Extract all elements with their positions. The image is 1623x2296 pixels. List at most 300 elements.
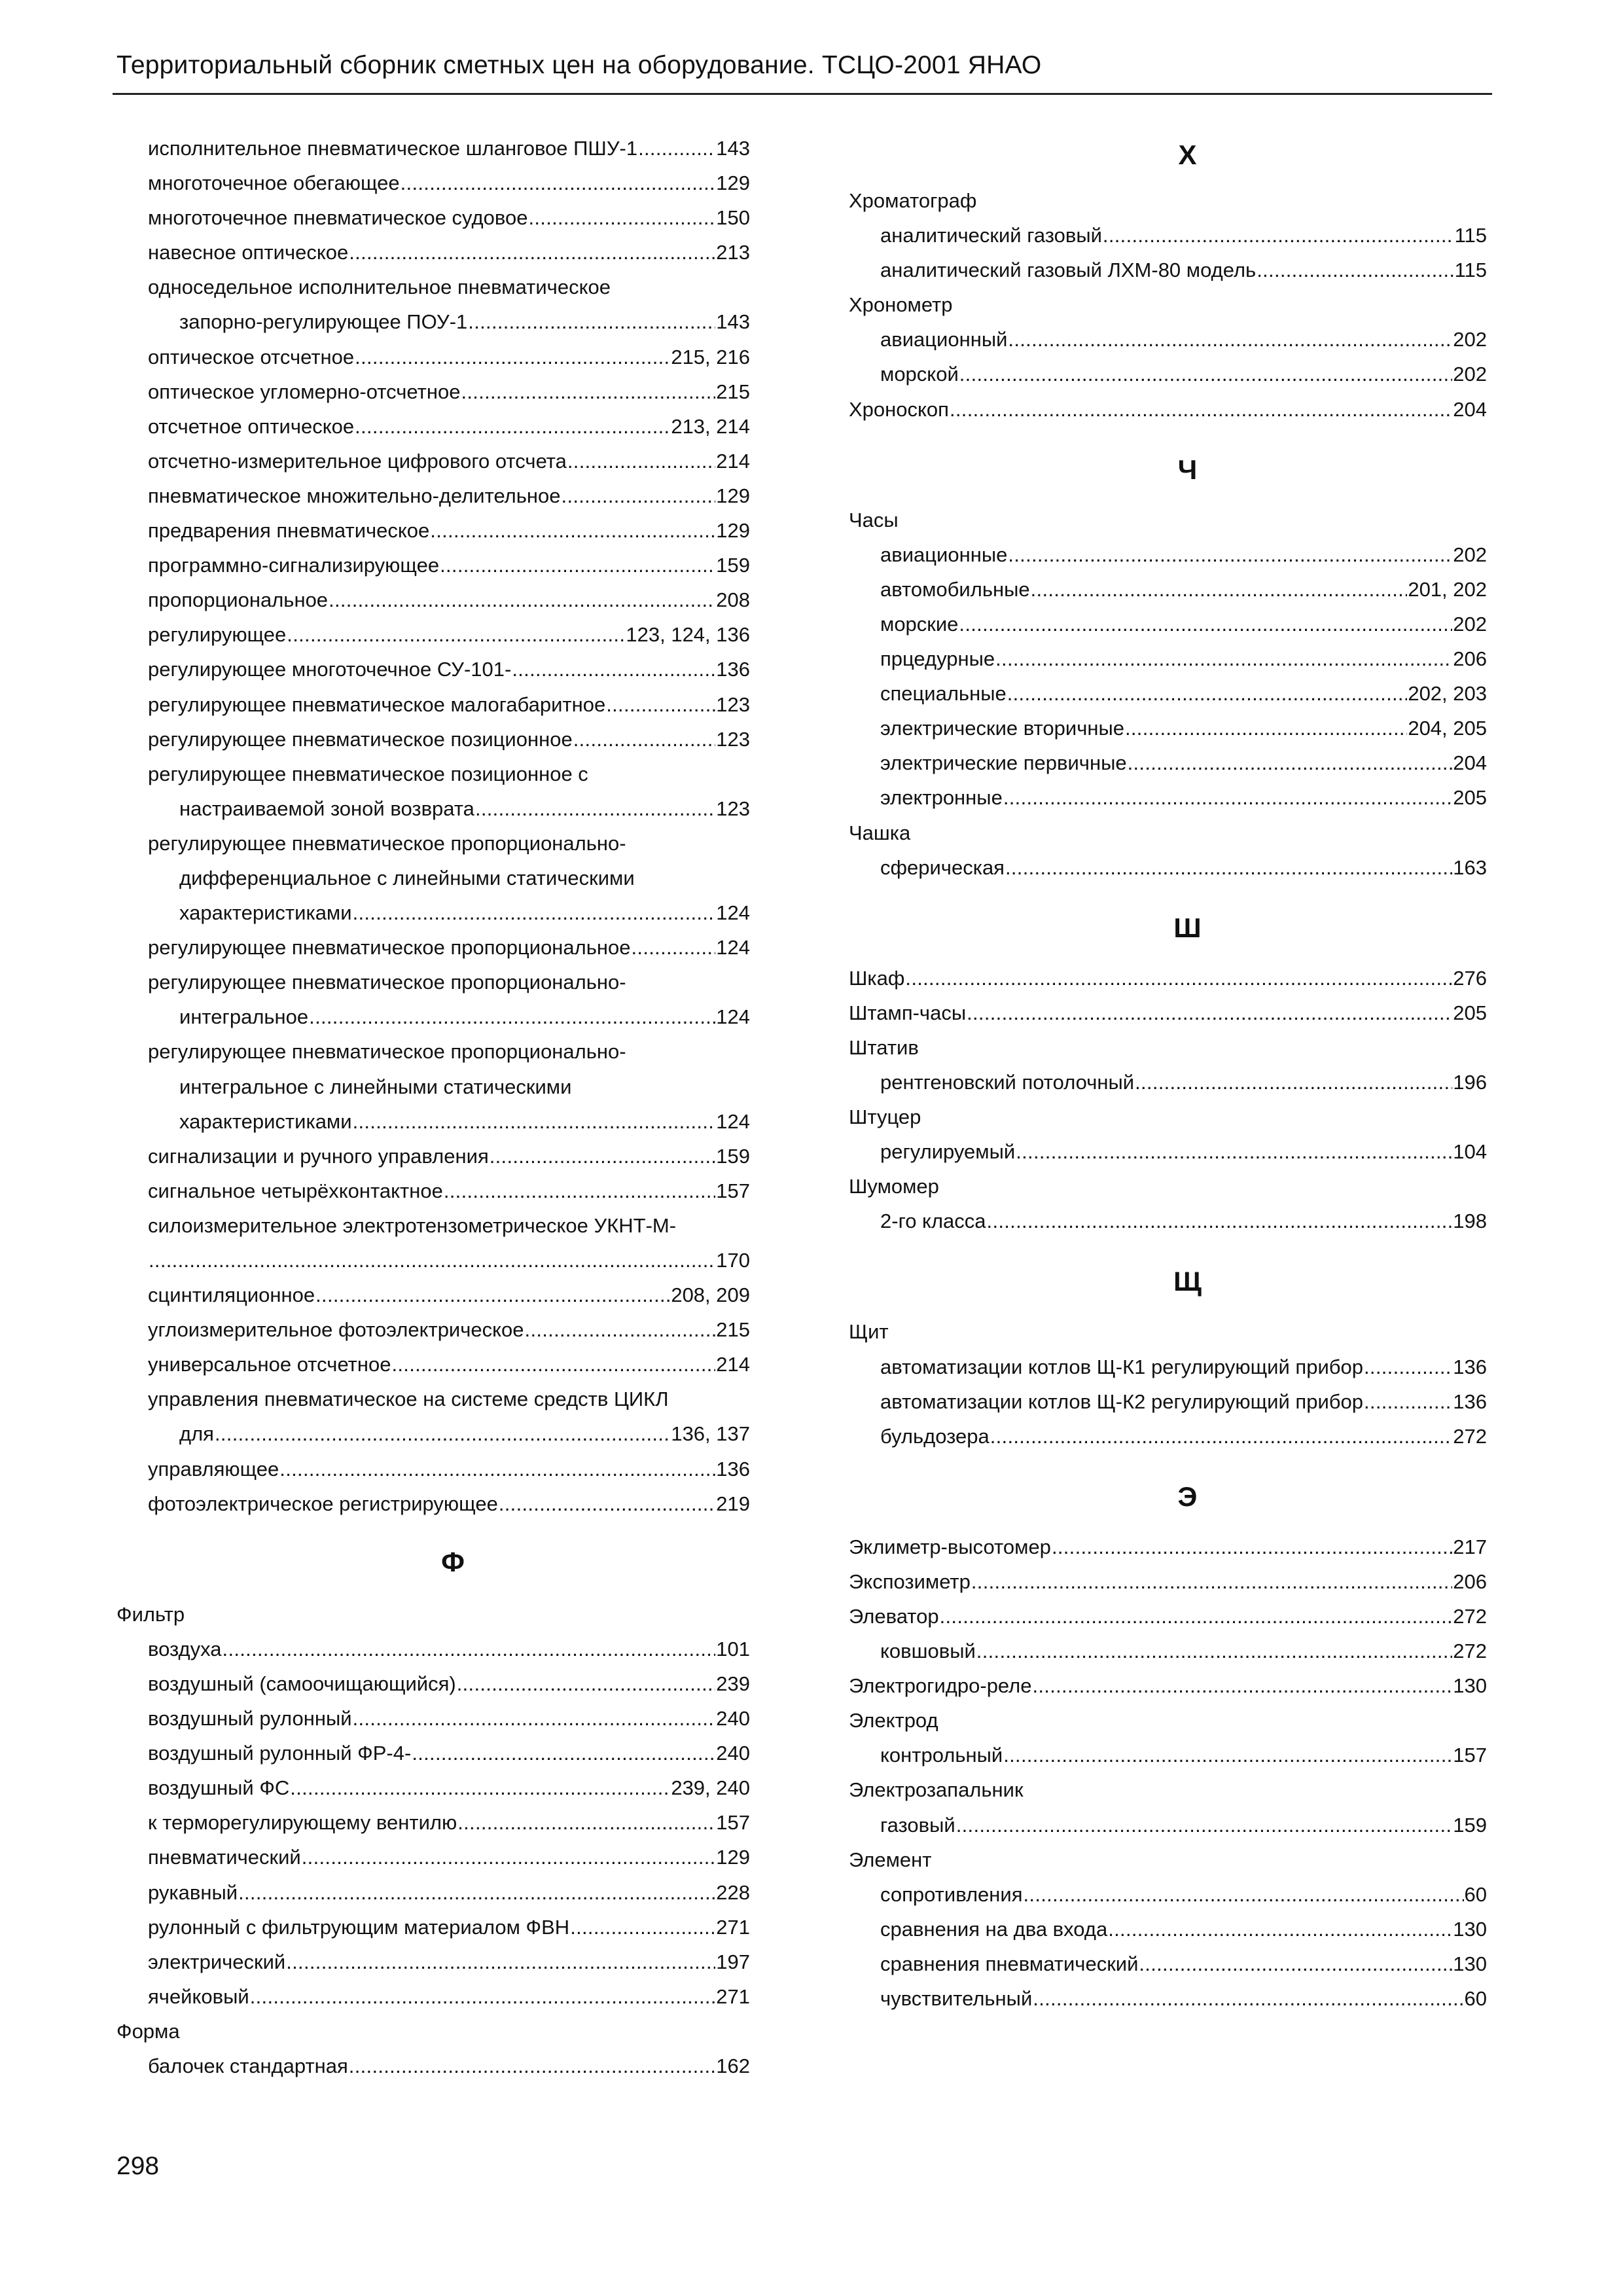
entry-label: характеристиками xyxy=(179,901,352,925)
index-entry xyxy=(116,1278,750,1312)
index-entry xyxy=(116,1666,750,1701)
index-entry-heading xyxy=(849,1169,1487,1204)
entry-label: Элеватор xyxy=(849,1605,939,1628)
entry-label: Хроноскоп xyxy=(849,397,949,421)
entry-page-number: 124 xyxy=(716,901,750,925)
index-entry xyxy=(849,1668,1487,1703)
entry-label: авиационный xyxy=(880,328,1008,351)
index-entry xyxy=(116,166,750,200)
index-entry-heading xyxy=(849,1314,1487,1349)
entry-page-number: 215, 216 xyxy=(671,345,750,368)
entry-page-number: 205 xyxy=(1453,1001,1487,1024)
entry-label: ковшовый xyxy=(880,1640,976,1663)
entry-label: регулирующее пневматическое пропорционально- xyxy=(148,971,626,994)
entry-label: пневматическое множительно-делительное xyxy=(148,484,561,507)
entry-page-number: 219 xyxy=(716,1492,750,1515)
index-entry xyxy=(849,253,1487,287)
entry-page-number: 228 xyxy=(716,1880,750,1904)
entry-page-number: 272 xyxy=(1453,1605,1487,1628)
dot-leader xyxy=(329,583,715,617)
entry-page-number: 123 xyxy=(716,727,750,751)
index-entry xyxy=(116,1945,750,1979)
dot-leader xyxy=(905,961,1452,996)
entry-label: воздушный рулонный ФР-4- xyxy=(148,1742,412,1765)
dot-leader xyxy=(490,1139,716,1174)
entry-page-number: 101 xyxy=(716,1637,750,1660)
dot-leader xyxy=(1125,711,1407,745)
entry-page-number: 202, 203 xyxy=(1408,682,1487,706)
entry-label: Чашка xyxy=(849,821,911,844)
entry-label: воздуха xyxy=(148,1637,222,1660)
entry-label: сравнения пневматический xyxy=(880,1952,1139,1975)
dot-leader xyxy=(1003,780,1452,815)
section-letter-heading: Э xyxy=(1177,1480,1198,1512)
dot-leader xyxy=(1364,1384,1452,1419)
dot-leader xyxy=(567,444,715,478)
index-entry xyxy=(116,1312,750,1347)
entry-page-number: 208, 209 xyxy=(671,1283,750,1307)
entry-label: Электрод xyxy=(849,1709,938,1732)
entry-page-number: 272 xyxy=(1453,1424,1487,1448)
entry-label: сигнализации и ручного управления xyxy=(148,1144,489,1168)
index-entry-heading xyxy=(116,965,750,999)
entry-page-number: 115 xyxy=(1454,259,1487,282)
index-entry-heading xyxy=(849,1030,1487,1065)
dot-leader xyxy=(1032,1668,1452,1703)
entry-label: Шумомер xyxy=(849,1175,939,1198)
entry-label: универсальное отсчетное xyxy=(148,1353,391,1376)
dot-leader xyxy=(457,1666,716,1701)
dot-leader xyxy=(457,1805,715,1840)
index-entry xyxy=(116,409,750,444)
entry-label: газовый xyxy=(880,1813,955,1837)
dot-leader xyxy=(287,617,625,652)
index-entry xyxy=(116,1104,750,1139)
entry-label: интегральное xyxy=(179,1005,309,1029)
entry-page-number: 143 xyxy=(716,137,750,160)
entry-page-number: 136 xyxy=(716,1457,750,1480)
dot-leader xyxy=(1364,1350,1452,1384)
dot-leader xyxy=(290,1770,670,1805)
entry-page-number: 204, 205 xyxy=(1408,717,1487,740)
entry-label: ячейковый xyxy=(148,1984,249,2008)
entry-label: сравнения на два входа xyxy=(880,1917,1108,1941)
entry-page-number: 60 xyxy=(1464,1987,1487,2011)
dot-leader xyxy=(1024,1877,1464,1912)
index-entry xyxy=(849,1981,1487,2016)
entry-page-number: 215 xyxy=(716,380,750,403)
entry-page-number: 136 xyxy=(1453,1355,1487,1378)
index-entry xyxy=(116,999,750,1034)
entry-label: Щит xyxy=(849,1320,889,1344)
entry-label: отсчетное оптическое xyxy=(148,414,355,438)
dot-leader xyxy=(315,1278,670,1312)
entry-label: силоизмерительное электротензометрическое УКНТ-М- xyxy=(148,1213,677,1237)
entry-page-number: 129 xyxy=(716,171,750,195)
index-entry xyxy=(849,711,1487,745)
entry-page-number: 123, 124, 136 xyxy=(626,623,750,647)
index-entry xyxy=(849,1350,1487,1384)
entry-label: электронные xyxy=(880,786,1003,810)
index-entry xyxy=(116,583,750,617)
entry-page-number: 271 xyxy=(716,1915,750,1939)
index-entry xyxy=(849,1564,1487,1599)
dot-leader xyxy=(1135,1065,1452,1100)
entry-page-number: 206 xyxy=(1453,1570,1487,1593)
entry-label: морские xyxy=(880,612,959,636)
dot-leader xyxy=(444,1174,715,1208)
entry-label: многоточечное пневматическое судовое xyxy=(148,206,528,230)
index-entry xyxy=(849,996,1487,1030)
entry-label: Часы xyxy=(849,508,899,531)
entry-page-number: 129 xyxy=(716,519,750,543)
index-entry xyxy=(116,930,750,965)
dot-leader xyxy=(430,513,715,548)
entry-label: для xyxy=(179,1422,214,1446)
dot-leader xyxy=(1005,850,1452,885)
index-entry-heading xyxy=(116,757,750,791)
dot-leader xyxy=(1008,322,1452,357)
dot-leader xyxy=(995,641,1452,676)
entry-page-number: 214 xyxy=(716,1353,750,1376)
index-entry xyxy=(116,131,750,166)
entry-page-number: 202 xyxy=(1453,612,1487,636)
index-entry xyxy=(116,1174,750,1208)
entry-label: отсчетно-измерительное цифрового отсчета xyxy=(148,449,567,473)
dot-leader xyxy=(309,999,715,1034)
index-column-left xyxy=(116,131,750,2083)
dot-leader xyxy=(1052,1530,1452,1564)
index-entry xyxy=(116,2049,750,2083)
dot-leader xyxy=(971,1564,1452,1599)
entry-page-number: 136 xyxy=(1453,1390,1487,1413)
entry-label: регулирующее пневматическое пропорционально- xyxy=(148,831,626,855)
section-letter-heading: Ш xyxy=(1173,912,1202,943)
index-entry xyxy=(116,1840,750,1874)
dot-leader xyxy=(528,200,715,235)
index-entry xyxy=(849,1419,1487,1454)
index-entry xyxy=(116,1486,750,1521)
entry-page-number: 240 xyxy=(716,1742,750,1765)
index-entry-heading xyxy=(849,1772,1487,1807)
entry-label: Электрозапальник xyxy=(849,1778,1024,1802)
dot-leader xyxy=(355,409,670,444)
dot-leader xyxy=(1003,1738,1452,1772)
dot-leader xyxy=(1016,1134,1452,1169)
entry-label: аналитический газовый xyxy=(880,224,1102,247)
index-entry xyxy=(116,1875,750,1910)
entry-label: аналитический газовый ЛХМ-80 модель xyxy=(880,259,1257,282)
entry-label: автоматизации котлов Щ-К2 регулирующий прибор xyxy=(880,1390,1363,1413)
index-entry xyxy=(849,322,1487,357)
entry-label: регулирующее пневматическое пропорционально- xyxy=(148,1040,626,1064)
index-entry xyxy=(116,1701,750,1736)
index-entry xyxy=(116,478,750,513)
entry-label: управления пневматическое на системе средств ЦИКЛ xyxy=(148,1388,669,1411)
entry-label: регулирующее пневматическое позиционное с xyxy=(148,762,588,785)
dot-leader xyxy=(570,1910,715,1945)
entry-page-number: 130 xyxy=(1453,1674,1487,1698)
dot-leader xyxy=(562,478,716,513)
entry-page-number: 124 xyxy=(716,1109,750,1133)
index-entry xyxy=(116,1770,750,1805)
entry-label: контрольный xyxy=(880,1744,1003,1767)
entry-page-number: 215 xyxy=(716,1318,750,1342)
index-entry xyxy=(116,1139,750,1174)
entry-label: балочек стандартная xyxy=(148,2054,348,2077)
dot-leader xyxy=(990,1419,1453,1454)
entry-label: навесное оптическое xyxy=(148,241,349,264)
index-entry xyxy=(849,572,1487,607)
index-entry xyxy=(849,1634,1487,1668)
dot-leader xyxy=(353,1701,716,1736)
entry-label: исполнительное пневматическое шланговое ПШУ-1 xyxy=(148,137,638,160)
entry-label: чувствительный xyxy=(880,1987,1033,2011)
entry-page-number: 204 xyxy=(1453,397,1487,421)
index-entry-heading xyxy=(849,1842,1487,1877)
dot-leader xyxy=(302,1840,716,1874)
entry-page-number: 157 xyxy=(716,1811,750,1835)
entry-page-number: 130 xyxy=(1453,1952,1487,1975)
entry-label: Фильтр xyxy=(116,1602,185,1626)
entry-page-number: 202 xyxy=(1453,363,1487,386)
section-letter-heading: Щ xyxy=(1173,1266,1202,1297)
entry-page-number: 208 xyxy=(716,588,750,612)
index-entry xyxy=(116,1452,750,1486)
entry-page-number: 159 xyxy=(1453,1813,1487,1837)
index-entry xyxy=(116,1910,750,1945)
entry-page-number: 272 xyxy=(1453,1640,1487,1663)
entry-label: Форма xyxy=(116,2019,180,2043)
entry-page-number: 217 xyxy=(1453,1535,1487,1558)
index-entry xyxy=(116,1805,750,1840)
dot-leader xyxy=(1128,745,1453,780)
entry-page-number: 157 xyxy=(1453,1744,1487,1767)
entry-page-number: 143 xyxy=(716,310,750,334)
dot-leader xyxy=(956,1808,1453,1842)
dot-leader xyxy=(349,235,715,270)
entry-label: запорно-регулирующее ПОУ-1 xyxy=(179,310,468,334)
entry-page-number: 130 xyxy=(1453,1917,1487,1941)
entry-page-number: 60 xyxy=(1464,1882,1487,1906)
index-entry-heading xyxy=(116,1208,750,1243)
entry-page-number: 159 xyxy=(716,554,750,577)
entry-page-number: 115 xyxy=(1454,224,1487,247)
index-entry xyxy=(849,1877,1487,1912)
index-entry xyxy=(116,235,750,270)
entry-page-number: 104 xyxy=(1453,1140,1487,1164)
entry-label: программно-сигнализирующее xyxy=(148,554,440,577)
entry-label: предварения пневматическое xyxy=(148,519,430,543)
entry-label: электрические вторичные xyxy=(880,717,1124,740)
index-entry xyxy=(849,850,1487,885)
entry-label: регулирующее пневматическое малогабаритное xyxy=(148,692,606,716)
dot-leader xyxy=(475,791,715,826)
index-entry xyxy=(849,1204,1487,1238)
entry-page-number: 201, 202 xyxy=(1408,577,1487,601)
header-divider xyxy=(113,93,1492,95)
index-entry xyxy=(116,200,750,235)
entry-page-number: 206 xyxy=(1453,647,1487,671)
entry-page-number: 163 xyxy=(1453,855,1487,879)
section-letter-heading: Х xyxy=(1178,139,1197,170)
index-entry-heading xyxy=(116,1597,750,1632)
index-entry xyxy=(849,1912,1487,1946)
entry-page-number: 202 xyxy=(1453,328,1487,351)
entry-label: пневматический xyxy=(148,1846,301,1869)
dot-leader xyxy=(250,1979,716,2014)
index-entry-heading xyxy=(849,503,1487,537)
dot-leader xyxy=(223,1632,716,1666)
entry-label: оптическое угломерно-отсчетное xyxy=(148,380,461,403)
entry-page-number: 198 xyxy=(1453,1210,1487,1233)
dot-leader xyxy=(638,131,715,166)
entry-label: сцинтиляционное xyxy=(148,1283,315,1307)
dot-leader xyxy=(349,2049,715,2083)
index-entry xyxy=(849,1599,1487,1634)
dot-leader xyxy=(401,166,716,200)
index-entry xyxy=(116,895,750,930)
index-entry xyxy=(849,1738,1487,1772)
index-entry xyxy=(116,1736,750,1770)
index-entry xyxy=(116,1979,750,2014)
dot-leader xyxy=(959,607,1452,641)
entry-label: регулирующее пневматическое позиционное xyxy=(148,727,573,751)
page-number: 298 xyxy=(116,2152,160,2180)
index-entry xyxy=(849,1134,1487,1169)
index-entry xyxy=(116,340,750,374)
index-entry xyxy=(116,374,750,409)
index-entry xyxy=(849,1384,1487,1419)
dot-leader xyxy=(1031,572,1408,607)
entry-label: односедельное исполнительное пневматическое xyxy=(148,276,611,299)
entry-label: сферическая xyxy=(880,855,1005,879)
dot-leader xyxy=(967,996,1452,1030)
dot-leader xyxy=(286,1945,715,1979)
entry-page-number: 136, 137 xyxy=(671,1422,750,1446)
index-entry xyxy=(849,357,1487,391)
dot-leader xyxy=(391,1347,715,1382)
entry-page-number: 162 xyxy=(716,2054,750,2077)
index-entry xyxy=(849,1065,1487,1100)
page-header-title: Территориальный сборник сметных цен на оборудование. ТСЦО-2001 ЯНАО xyxy=(116,51,1042,79)
dot-leader xyxy=(353,1104,716,1139)
entry-label: Шкаф xyxy=(849,966,905,990)
entry-page-number: 213 xyxy=(716,241,750,264)
entry-label: бульдозера xyxy=(880,1424,990,1448)
index-entry xyxy=(849,607,1487,641)
entry-label: Штуцер xyxy=(849,1105,921,1129)
dot-leader xyxy=(461,374,715,409)
index-entry xyxy=(116,1632,750,1666)
index-entry xyxy=(849,676,1487,711)
entry-label: пропорциональное xyxy=(148,588,329,612)
entry-label: к терморегулирующему вентилю xyxy=(148,1811,457,1835)
entry-label: Эклиметр-высотомер xyxy=(849,1535,1051,1558)
entry-label: характеристиками xyxy=(179,1109,352,1133)
index-entry-heading xyxy=(849,1100,1487,1134)
index-entry xyxy=(116,687,750,722)
entry-label: авиационные xyxy=(880,543,1008,566)
entry-label: Электрогидро-реле xyxy=(849,1674,1032,1698)
entry-page-number: 123 xyxy=(716,797,750,820)
entry-label: дифференциальное с линейными статическими xyxy=(179,866,635,889)
index-entry-heading xyxy=(116,861,750,895)
entry-label: рентгеновский потолочный xyxy=(880,1070,1135,1094)
index-entry-heading xyxy=(116,1034,750,1069)
entry-page-number: 214 xyxy=(716,449,750,473)
dot-leader xyxy=(940,1599,1453,1634)
entry-label: прцедурные xyxy=(880,647,995,671)
entry-page-number: 124 xyxy=(716,1005,750,1029)
index-entry xyxy=(849,1530,1487,1564)
entry-label: автоматизации котлов Щ-К1 регулирующий прибор xyxy=(880,1355,1363,1378)
index-entry-heading xyxy=(849,816,1487,850)
dot-leader xyxy=(606,687,715,722)
index-entry-heading xyxy=(116,1382,750,1416)
entry-page-number: 196 xyxy=(1453,1070,1487,1094)
index-entry xyxy=(116,652,750,687)
entry-label: Хронометр xyxy=(849,293,953,317)
entry-page-number: 123 xyxy=(716,692,750,716)
dot-leader xyxy=(412,1736,715,1770)
entry-page-number: 239, 240 xyxy=(671,1776,750,1800)
index-entry xyxy=(116,513,750,548)
dot-leader xyxy=(1033,1981,1463,2016)
entry-label: интегральное с линейными статическими xyxy=(179,1075,572,1098)
index-entry xyxy=(116,791,750,826)
entry-page-number: 129 xyxy=(716,1846,750,1869)
entry-page-number: 240 xyxy=(716,1707,750,1731)
dot-leader xyxy=(149,1243,715,1278)
dot-leader xyxy=(987,1204,1453,1238)
dot-leader xyxy=(959,357,1453,391)
index-entry xyxy=(849,641,1487,676)
index-entry xyxy=(116,1243,750,1278)
dot-leader xyxy=(512,652,715,687)
dot-leader xyxy=(215,1416,670,1451)
entry-page-number: 136 xyxy=(716,658,750,681)
section-letter-heading: Ч xyxy=(1177,454,1198,485)
index-entry-heading xyxy=(116,2014,750,2049)
entry-page-number: 124 xyxy=(716,936,750,960)
entry-label: регулирующее xyxy=(148,623,287,647)
entry-page-number: 202 xyxy=(1453,543,1487,566)
index-entry-heading xyxy=(116,826,750,861)
dot-leader xyxy=(1108,1912,1452,1946)
index-entry-heading xyxy=(849,287,1487,322)
entry-label: углоизмерительное фотоэлектрическое xyxy=(148,1318,524,1342)
dot-leader xyxy=(499,1486,715,1521)
dot-leader xyxy=(355,340,670,374)
dot-leader xyxy=(440,548,715,583)
entry-page-number: 129 xyxy=(716,484,750,507)
entry-label: воздушный ФС xyxy=(148,1776,290,1800)
index-entry xyxy=(116,1347,750,1382)
index-column-right xyxy=(849,131,1487,2016)
index-entry xyxy=(849,745,1487,780)
index-entry xyxy=(849,392,1487,427)
dot-leader xyxy=(632,930,716,965)
entry-label: автомобильные xyxy=(880,577,1030,601)
index-entry xyxy=(849,537,1487,572)
dot-leader xyxy=(976,1634,1452,1668)
dot-leader xyxy=(1257,253,1454,287)
index-entry xyxy=(116,1416,750,1451)
entry-label: управляющее xyxy=(148,1457,279,1480)
entry-page-number: 271 xyxy=(716,1984,750,2008)
index-entry xyxy=(849,1946,1487,1981)
